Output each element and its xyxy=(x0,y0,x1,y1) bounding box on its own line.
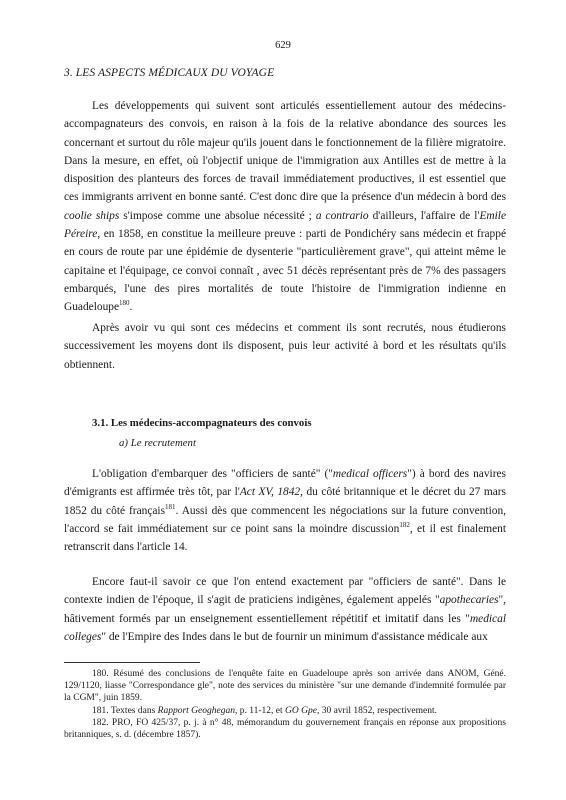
footnote-180: 180. Résumé des conclusions de l'enquête faite en Guadeloupe après son arrivée dans ANOM, Géné. 129/1120, liasse "Correspondance gle", note des services du ministère "sur une demande d'indemnité formulée par la CGM", juin 1859. xyxy=(64,669,506,704)
paragraph-plan: Après avoir vu qui sont ces médecins et comment ils sont recrutés, nous étudierons successivement les moyens dont ils disposent, puis leur activité à bord et les résultats qu'ils obtiennent. xyxy=(64,322,506,371)
subsubsection-heading: a) Le recrutement xyxy=(119,437,196,449)
paragraph-intro: Les développements qui suivent sont articulés essentiellement autour des médecins-accompagnateurs des convois, en raison à la fois de la relative abondance des sources les concernant et surtout du rôle majeur qu'ils jouent dans le fonctionnement de la filière migratoire. Dans la mesure, en effet, où l'objectif unique de l'immigration aux Antilles est de mettre à la disposition des planteurs des forces de travail immédiatement productives, il est essentiel que ces immigrants arrivent en bonne santé. C'est donc dire que la présence d'un médecin à bord des coolie ships s'impose comme une absolue nécessité ; a contrario d'ailleurs, l'affaire de l'Emile Péreire, en 1858, en constitue la meilleure preuve : parti de Pondichéry sans médecin et frappé en cours de route par une épidémie de dysenterie "particulièrement grave", qui atteint même le capitaine et l'équipage, ce convoi connaît , avec 51 décès représentant près de 7% des passagers embarqués, l'une des pires mortalités de toute l'histoire de l'immigration indienne en Guadeloupe$^{180}$. xyxy=(64,100,507,314)
footnote-ref-180: 180 xyxy=(119,299,130,308)
footnote-ref-182: 182 xyxy=(399,521,410,530)
footnotes xyxy=(64,668,506,741)
footnote-182: 182. PRO, FO 425/37, p. j. à n° 48, mémorandum du gouvernement français en réponse aux propositions britanniques, s. d. (décembre 1857). xyxy=(64,717,506,741)
footnote-separator xyxy=(64,662,200,663)
footnote-ref-181: 181 xyxy=(165,502,176,511)
section-heading: 3. LES ASPECTS MÉDICAUX DU VOYAGE xyxy=(64,67,275,79)
paragraph-officiers: Encore faut-il savoir ce que l'on entend exactement par "officiers de santé". Dans le contexte indien de l'époque, il s'agit de praticiens indigènes, également appelés "apothecaries", hâtivement formés par un enseignement essentiellement répétitif et imitatif dans les "medical colleges" de l'Empire des Indes dans le but de fournir un minimum d'assistance médicale aux xyxy=(64,576,506,643)
subsection-heading: 3.1. Les médecins-accompagnateurs des convois xyxy=(92,417,312,429)
paragraph-recrutement: L'obligation d'embarquer des "officiers de santé" ("medical officers") à bord des navires d'émigrants est affirmée très tôt, par l'Act XV, 1842, du côté britannique et le décret du 27 mars 1852 du côté français$^{181}$. Aussi dès que commencent les négociations sur la future convention, l'accord se fait immédiatement sur ce point sans la moindre discussion$^{182}$, et il est finalement retranscrit dans l'article 14. xyxy=(64,468,506,554)
page-number: 629 xyxy=(275,40,291,51)
footnote-181: 181. Textes dans Rapport Geoghegan, p. 11-12, et GO Gpe, 30 avril 1852, respectivement. xyxy=(92,705,437,716)
